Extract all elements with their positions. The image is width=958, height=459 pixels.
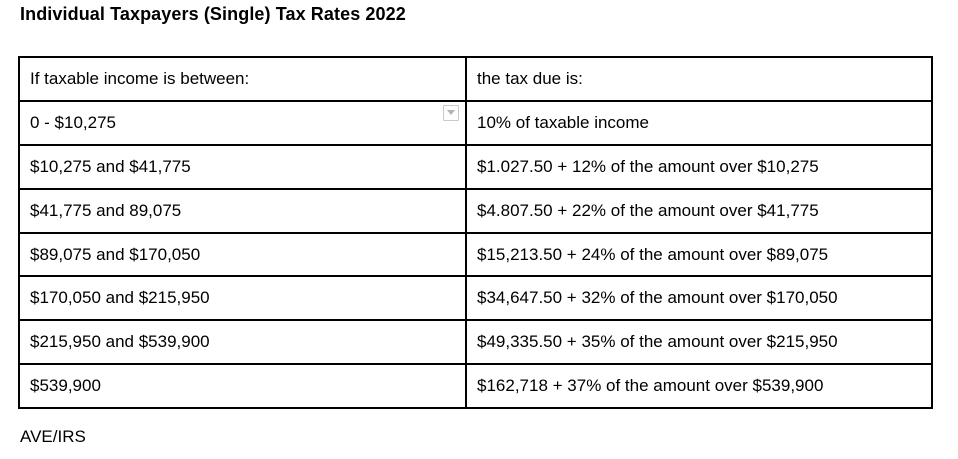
table-row (19, 233, 932, 277)
source-credit: AVE/IRS (20, 427, 86, 446)
tax-cell: $49,335.50 + 35% of the amount over $215,950 (466, 320, 932, 364)
chevron-down-icon (447, 110, 455, 115)
tax-cell: $34,647.50 + 32% of the amount over $170,050 (466, 276, 932, 320)
income-cell: $170,050 and $215,950 (19, 276, 466, 320)
table-row (19, 364, 932, 408)
table-row (19, 101, 932, 145)
tax-cell: 10% of taxable income (466, 101, 932, 145)
page-title: Individual Taxpayers (Single) Tax Rates 2022 (20, 4, 406, 24)
tax-cell: $15,213.50 + 24% of the amount over $89,075 (466, 233, 932, 277)
tax-rates-table (18, 56, 933, 409)
income-cell: $41,775 and 89,075 (19, 189, 466, 233)
tax-header-cell: the tax due is: (466, 57, 932, 101)
income-cell: $215,950 and $539,900 (19, 320, 466, 364)
income-cell-text: 0 - $10,275 (30, 112, 117, 132)
income-cell: $539,900 (19, 364, 466, 408)
table-row (19, 320, 932, 364)
income-cell: $89,075 and $170,050 (19, 233, 466, 277)
income-cell (19, 101, 466, 145)
tax-cell: $1.027.50 + 12% of the amount over $10,275 (466, 145, 932, 189)
income-header-cell: If taxable income is between: (19, 57, 466, 101)
table-header-row (19, 57, 932, 101)
table-row (19, 145, 932, 189)
tax-cell: $162,718 + 37% of the amount over $539,900 (466, 364, 932, 408)
table-row (19, 189, 932, 233)
dropdown-button[interactable] (443, 105, 459, 121)
income-cell: $10,275 and $41,775 (19, 145, 466, 189)
tax-cell: $4.807.50 + 22% of the amount over $41,775 (466, 189, 932, 233)
table-row (19, 276, 932, 320)
